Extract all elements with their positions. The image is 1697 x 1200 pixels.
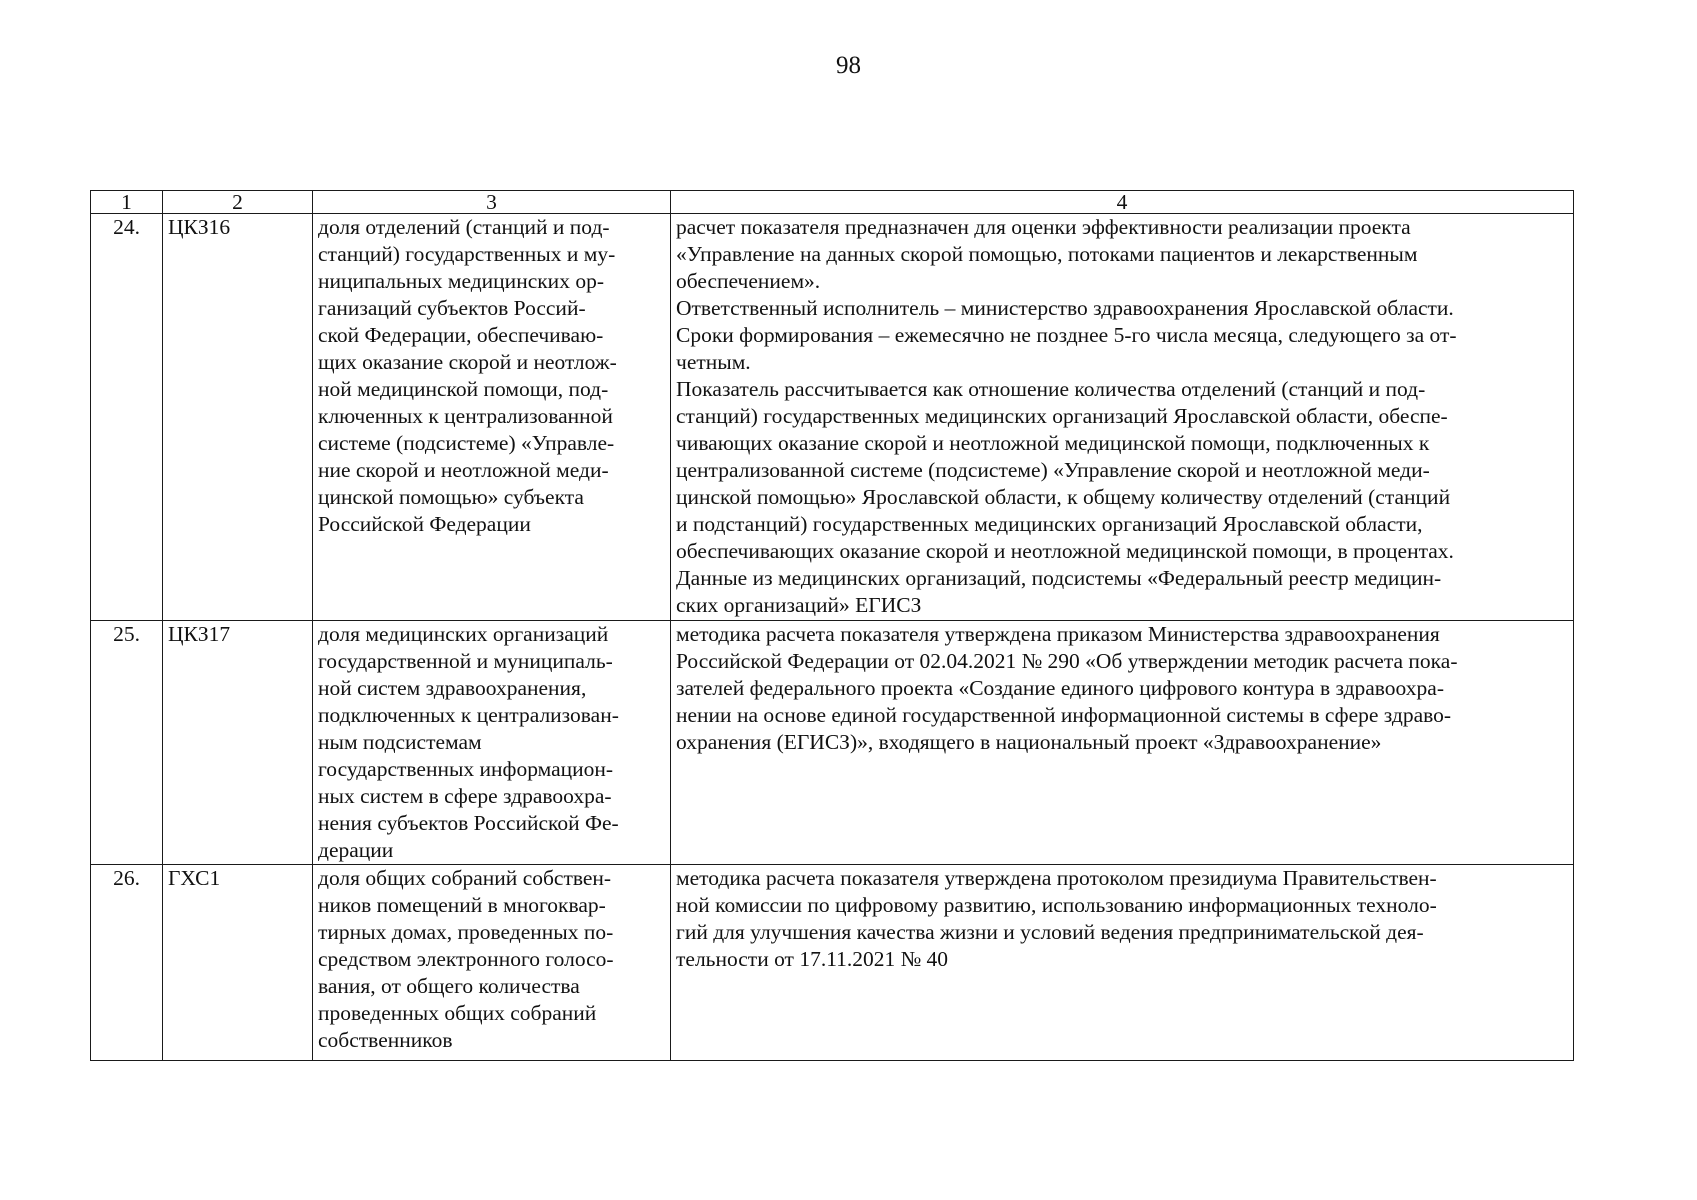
table-header-row <box>91 191 1574 214</box>
row-number: 26. <box>91 865 163 1061</box>
indicator-name: доля медицинских организаций государственной и муниципаль- ной систем здравоохранения, подключенных к централизован- ным подсистемам государственных информацион- ных систем в сфере здравоохра- нения субъектов Российской Фе- дерации <box>313 621 671 865</box>
indicator-description: расчет показателя предназначен для оценки эффективности реализации проекта «Управление на данных скорой помощью, потоками пациентов и лекарственным обеспечением». Ответственный исполнитель – министерство здравоохранения Ярославской области. Сроки формирования – ежемесячно не позднее 5-го числа месяца, следующего за от- четным. Показатель рассчитывается как отношение количества отделений (станций и под- станций) государственных медицинских организаций Ярославской области, обеспе- чивающих оказание скорой и неотложной медицинской помощи, подключенных к централизованной системе (подсистеме) «Управление скорой и неотложной меди- цинской помощью» Ярославской области, к общему количеству отделений (станций и подстанций) государственных медицинских организаций Ярославской области, обеспечивающих оказание скорой и неотложной медицинской помощи, в процентах. Данные из медицинских организаций, подсистемы «Федеральный реестр медицин- ских организаций» ЕГИСЗ <box>671 214 1574 621</box>
page-number: 98 <box>836 52 861 79</box>
indicator-code: ЦКЗ17 <box>163 621 313 865</box>
table-row <box>91 865 1574 1061</box>
column-header: 3 <box>313 191 671 214</box>
indicator-code: ЦКЗ16 <box>163 214 313 621</box>
indicator-name: доля отделений (станций и под- станций) государственных и му- ниципальных медицинских ор- ганизаций субъектов Россий- ской Федерации, обеспечиваю- щих оказание скорой и неотлож- ной медицинской помощи, под- ключенных к централизованной системе (подсистеме) «Управле- ние скорой и неотложной меди- цинской помощью» субъекта Российской Федерации <box>313 214 671 621</box>
indicator-description: методика расчета показателя утверждена приказом Министерства здравоохранения Российской Федерации от 02.04.2021 № 290 «Об утверждении методик расчета пока- зателей федерального проекта «Создание единого цифрового контура в здравоохра- нении на основе единой государственной информационной системы в сфере здраво- охранения (ЕГИСЗ)», входящего в национальный проект «Здравоохранение» <box>671 621 1574 865</box>
column-header: 2 <box>163 191 313 214</box>
row-number: 24. <box>91 214 163 621</box>
table-row <box>91 214 1574 621</box>
indicator-description: методика расчета показателя утверждена протоколом президиума Правительствен- ной комиссии по цифровому развитию, использованию информационных техноло- гий для улучшения качества жизни и условий ведения предпринимательской дея- тельности от 17.11.2021 № 40 <box>671 865 1574 1061</box>
row-number: 25. <box>91 621 163 865</box>
indicator-code: ГХС1 <box>163 865 313 1061</box>
indicator-name: доля общих собраний собствен- ников помещений в многоквар- тирных домах, проведенных по- средством электронного голосо- вания, от общего количества проведенных общих собраний собственников <box>313 865 671 1061</box>
column-header: 1 <box>91 191 163 214</box>
indicators-table <box>90 190 1574 1061</box>
table-row <box>91 621 1574 865</box>
column-header: 4 <box>671 191 1574 214</box>
